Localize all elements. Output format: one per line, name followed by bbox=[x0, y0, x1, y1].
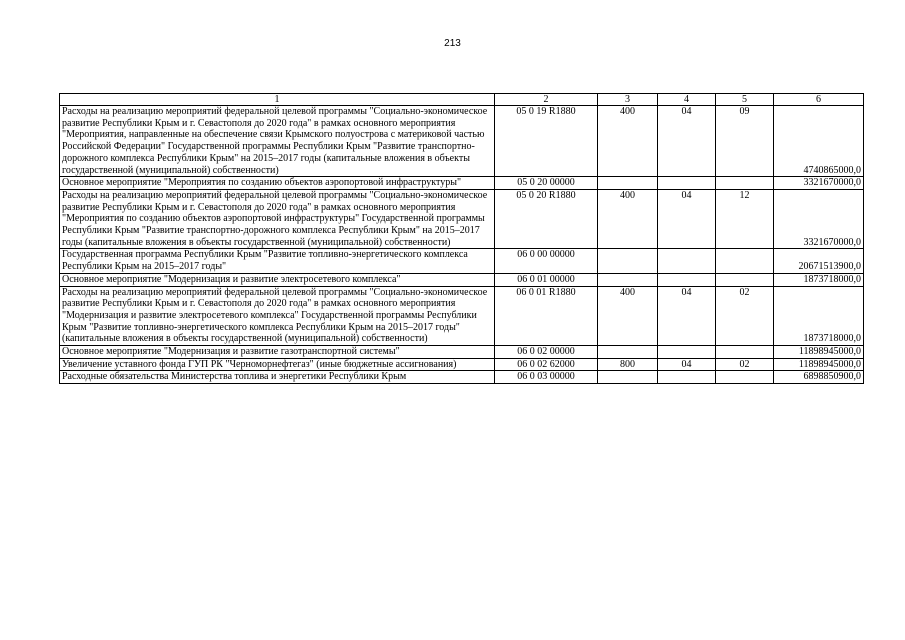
row-section: 04 bbox=[658, 189, 716, 249]
table-row bbox=[60, 346, 864, 359]
row-expense-type bbox=[598, 177, 658, 190]
row-description: Расходные обязательства Министерства топлива и энергетики Республики Крым bbox=[60, 371, 495, 384]
row-expense-type bbox=[598, 273, 658, 286]
row-amount: 6898850900,0 bbox=[774, 371, 864, 384]
page-number: 213 bbox=[444, 38, 461, 49]
row-description: Основное мероприятие "Модернизация и развитие газотранспортной системы" bbox=[60, 346, 495, 359]
row-description: Расходы на реализацию мероприятий федеральной целевой программы "Социально-экономическое развитие Республики Крым и г. Севастополя до 2020 года" в рамках основного мероприятия "Мероприятия, направленные на обеспечение связи Крымского полуострова с материковой частью Российской Федерации" Государственной программы Республики Крым "Развитие транспортно-дорожного комплекса Республики Крым" на 2015–2017 годы (капитальные вложения в объекты государственной (муниципальной) собственности) bbox=[60, 106, 495, 177]
row-expense-type bbox=[598, 371, 658, 384]
table-row bbox=[60, 273, 864, 286]
table-row bbox=[60, 106, 864, 177]
row-section bbox=[658, 346, 716, 359]
row-expense-type: 400 bbox=[598, 286, 658, 346]
row-section bbox=[658, 273, 716, 286]
row-expense-type: 800 bbox=[598, 358, 658, 371]
table-row bbox=[60, 371, 864, 384]
row-subsection bbox=[716, 346, 774, 359]
row-amount: 4740865000,0 bbox=[774, 106, 864, 177]
row-section bbox=[658, 249, 716, 273]
row-section: 04 bbox=[658, 358, 716, 371]
table-row bbox=[60, 358, 864, 371]
column-header-4: 4 bbox=[658, 94, 716, 106]
row-subsection: 09 bbox=[716, 106, 774, 177]
row-expense-type bbox=[598, 346, 658, 359]
row-subsection: 12 bbox=[716, 189, 774, 249]
row-code: 06 0 02 62000 bbox=[495, 358, 598, 371]
column-header-3: 3 bbox=[598, 94, 658, 106]
row-subsection: 02 bbox=[716, 358, 774, 371]
row-description: Основное мероприятие "Мероприятия по созданию объектов аэропортовой инфраструктуры" bbox=[60, 177, 495, 190]
column-header-2: 2 bbox=[495, 94, 598, 106]
row-section: 04 bbox=[658, 286, 716, 346]
row-amount: 1873718000,0 bbox=[774, 273, 864, 286]
table-row bbox=[60, 177, 864, 190]
row-code: 06 0 03 00000 bbox=[495, 371, 598, 384]
row-section bbox=[658, 371, 716, 384]
row-section bbox=[658, 177, 716, 190]
row-code: 06 0 00 00000 bbox=[495, 249, 598, 273]
row-expense-type bbox=[598, 249, 658, 273]
row-description: Государственная программа Республики Крым "Развитие топливно-энергетического комплекса Республики Крым на 2015–2017 годы" bbox=[60, 249, 495, 273]
column-header-6: 6 bbox=[774, 94, 864, 106]
budget-table bbox=[59, 93, 864, 384]
row-code: 05 0 19 R1880 bbox=[495, 106, 598, 177]
table-row bbox=[60, 249, 864, 273]
row-amount: 20671513900,0 bbox=[774, 249, 864, 273]
column-header-5: 5 bbox=[716, 94, 774, 106]
row-subsection bbox=[716, 273, 774, 286]
table-row bbox=[60, 189, 864, 249]
row-code: 05 0 20 R1880 bbox=[495, 189, 598, 249]
table-row bbox=[60, 286, 864, 346]
row-expense-type: 400 bbox=[598, 189, 658, 249]
row-amount: 1873718000,0 bbox=[774, 286, 864, 346]
row-code: 05 0 20 00000 bbox=[495, 177, 598, 190]
row-amount: 11898945000,0 bbox=[774, 358, 864, 371]
row-amount: 3321670000,0 bbox=[774, 177, 864, 190]
row-expense-type: 400 bbox=[598, 106, 658, 177]
row-description: Основное мероприятие "Модернизация и развитие электросетевого комплекса" bbox=[60, 273, 495, 286]
row-subsection bbox=[716, 177, 774, 190]
row-amount: 11898945000,0 bbox=[774, 346, 864, 359]
row-description: Расходы на реализацию мероприятий федеральной целевой программы "Социально-экономическое развитие Республики Крым и г. Севастополя до 2020 года" в рамках основного мероприятия "Мероприятия по созданию объектов аэропортовой инфраструктуры" Государственной программы Республики Крым "Развитие транспортно-дорожного комплекса Республики Крым" на 2015–2017 годы (капитальные вложения в объекты государственной (муниципальной) собственности) bbox=[60, 189, 495, 249]
row-subsection: 02 bbox=[716, 286, 774, 346]
column-header-1: 1 bbox=[60, 94, 495, 106]
row-code: 06 0 01 00000 bbox=[495, 273, 598, 286]
row-subsection bbox=[716, 371, 774, 384]
row-section: 04 bbox=[658, 106, 716, 177]
row-amount: 3321670000,0 bbox=[774, 189, 864, 249]
row-code: 06 0 02 00000 bbox=[495, 346, 598, 359]
row-description: Расходы на реализацию мероприятий федеральной целевой программы "Социально-экономическое развитие Республики Крым и г. Севастополя до 2020 года" в рамках основного мероприятия "Модернизация и развитие электросетевого комплекса" Государственной программы Республики Крым "Развитие топливно-энергетического комплекса Республики Крым на 2015–2017 годы" (капитальные вложения в объекты государственной (муниципальной) собственности) bbox=[60, 286, 495, 346]
row-code: 06 0 01 R1880 bbox=[495, 286, 598, 346]
header-row bbox=[60, 94, 864, 106]
row-description: Увеличение уставного фонда ГУП РК "Черноморнефтегаз" (иные бюджетные ассигнования) bbox=[60, 358, 495, 371]
row-subsection bbox=[716, 249, 774, 273]
